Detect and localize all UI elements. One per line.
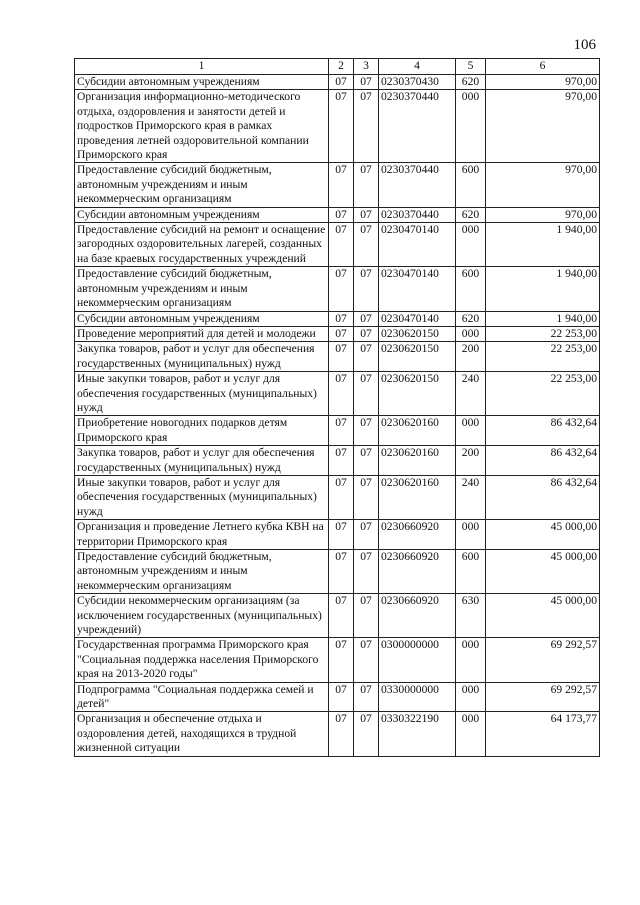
item-name-cell: Подпрограмма "Социальная поддержка семей и детей" — [75, 682, 329, 712]
subsection-code-cell: 07 — [354, 372, 379, 416]
item-name-cell: Приобретение новогодних подарков детям Приморского края — [75, 416, 329, 446]
table-row — [75, 311, 600, 326]
target-article-cell: 0300000000 — [379, 638, 456, 682]
amount-cell: 970,00 — [486, 207, 600, 222]
table-row — [75, 550, 600, 594]
section-code-cell: 07 — [329, 163, 354, 207]
amount-cell: 86 432,64 — [486, 446, 600, 476]
item-name-cell: Субсидии автономным учреждениям — [75, 207, 329, 222]
column-header: 1 — [75, 59, 329, 75]
subsection-code-cell: 07 — [354, 163, 379, 207]
target-article-cell: 0230660920 — [379, 520, 456, 550]
table-row — [75, 267, 600, 311]
section-code-cell: 07 — [329, 223, 354, 267]
subsection-code-cell: 07 — [354, 520, 379, 550]
item-name-cell: Организация информационно-методического отдыха, оздоровления и занятости детей и подростков Приморского края в рамках проведения летней оздоровительной компании Приморского края — [75, 90, 329, 163]
target-article-cell: 0230370440 — [379, 90, 456, 163]
table-row — [75, 682, 600, 712]
expense-type-cell: 000 — [456, 638, 486, 682]
subsection-code-cell: 07 — [354, 267, 379, 311]
section-code-cell: 07 — [329, 594, 354, 638]
table-row — [75, 712, 600, 756]
amount-cell: 45 000,00 — [486, 550, 600, 594]
section-code-cell: 07 — [329, 446, 354, 476]
expense-type-cell: 240 — [456, 372, 486, 416]
table-row — [75, 446, 600, 476]
section-code-cell: 07 — [329, 712, 354, 756]
target-article-cell: 0230370440 — [379, 207, 456, 222]
expense-type-cell: 620 — [456, 75, 486, 90]
expense-type-cell: 000 — [456, 416, 486, 446]
amount-cell: 86 432,64 — [486, 416, 600, 446]
expense-type-cell: 600 — [456, 163, 486, 207]
amount-cell: 1 940,00 — [486, 267, 600, 311]
table-row — [75, 90, 600, 163]
expense-type-cell: 000 — [456, 326, 486, 341]
section-code-cell: 07 — [329, 475, 354, 519]
section-code-cell: 07 — [329, 342, 354, 372]
table-row — [75, 342, 600, 372]
amount-cell: 22 253,00 — [486, 326, 600, 341]
table-row — [75, 372, 600, 416]
amount-cell: 22 253,00 — [486, 342, 600, 372]
table-row — [75, 594, 600, 638]
target-article-cell: 0330000000 — [379, 682, 456, 712]
subsection-code-cell: 07 — [354, 682, 379, 712]
target-article-cell: 0230660920 — [379, 594, 456, 638]
item-name-cell: Проведение мероприятий для детей и молодежи — [75, 326, 329, 341]
expense-type-cell: 000 — [456, 223, 486, 267]
amount-cell: 970,00 — [486, 163, 600, 207]
column-header: 4 — [379, 59, 456, 75]
item-name-cell: Иные закупки товаров, работ и услуг для обеспечения государственных (муниципальных) нужд — [75, 475, 329, 519]
amount-cell: 64 173,77 — [486, 712, 600, 756]
subsection-code-cell: 07 — [354, 207, 379, 222]
section-code-cell: 07 — [329, 682, 354, 712]
expense-type-cell: 000 — [456, 682, 486, 712]
table-row — [75, 520, 600, 550]
section-code-cell: 07 — [329, 90, 354, 163]
table-header-row — [75, 59, 600, 75]
page-number: 106 — [573, 37, 596, 53]
target-article-cell: 0230470140 — [379, 223, 456, 267]
subsection-code-cell: 07 — [354, 475, 379, 519]
target-article-cell: 0230470140 — [379, 267, 456, 311]
item-name-cell: Предоставление субсидий бюджетным, автономным учреждениям и иным некоммерческим организациям — [75, 163, 329, 207]
target-article-cell: 0230660920 — [379, 550, 456, 594]
table-row — [75, 223, 600, 267]
section-code-cell: 07 — [329, 520, 354, 550]
section-code-cell: 07 — [329, 416, 354, 446]
target-article-cell: 0230620160 — [379, 446, 456, 476]
amount-cell: 45 000,00 — [486, 520, 600, 550]
subsection-code-cell: 07 — [354, 638, 379, 682]
expense-type-cell: 000 — [456, 90, 486, 163]
column-header: 3 — [354, 59, 379, 75]
subsection-code-cell: 07 — [354, 326, 379, 341]
item-name-cell: Субсидии некоммерческим организациям (за исключением государственных (муниципальных) учреждений) — [75, 594, 329, 638]
section-code-cell: 07 — [329, 638, 354, 682]
target-article-cell: 0230370430 — [379, 75, 456, 90]
expense-type-cell: 600 — [456, 550, 486, 594]
expense-type-cell: 000 — [456, 520, 486, 550]
amount-cell: 69 292,57 — [486, 682, 600, 712]
expense-type-cell: 620 — [456, 207, 486, 222]
table-row — [75, 638, 600, 682]
expense-type-cell: 200 — [456, 342, 486, 372]
section-code-cell: 07 — [329, 75, 354, 90]
section-code-cell: 07 — [329, 326, 354, 341]
item-name-cell: Организация и обеспечение отдыха и оздоровления детей, находящихся в трудной жизненной ситуации — [75, 712, 329, 756]
expense-type-cell: 630 — [456, 594, 486, 638]
target-article-cell: 0230620150 — [379, 342, 456, 372]
item-name-cell: Организация и проведение Летнего кубка КВН на территории Приморского края — [75, 520, 329, 550]
item-name-cell: Субсидии автономным учреждениям — [75, 75, 329, 90]
amount-cell: 970,00 — [486, 90, 600, 163]
subsection-code-cell: 07 — [354, 342, 379, 372]
subsection-code-cell: 07 — [354, 712, 379, 756]
table-row — [75, 207, 600, 222]
column-header: 6 — [486, 59, 600, 75]
subsection-code-cell: 07 — [354, 75, 379, 90]
expense-type-cell: 000 — [456, 712, 486, 756]
subsection-code-cell: 07 — [354, 550, 379, 594]
item-name-cell: Субсидии автономным учреждениям — [75, 311, 329, 326]
amount-cell: 22 253,00 — [486, 372, 600, 416]
budget-table — [74, 58, 600, 757]
target-article-cell: 0230470140 — [379, 311, 456, 326]
item-name-cell: Предоставление субсидий бюджетным, автономным учреждениям и иным некоммерческим организациям — [75, 267, 329, 311]
item-name-cell: Закупка товаров, работ и услуг для обеспечения государственных (муниципальных) нужд — [75, 446, 329, 476]
section-code-cell: 07 — [329, 267, 354, 311]
amount-cell: 970,00 — [486, 75, 600, 90]
expense-type-cell: 240 — [456, 475, 486, 519]
target-article-cell: 0230620160 — [379, 416, 456, 446]
section-code-cell: 07 — [329, 207, 354, 222]
column-header: 2 — [329, 59, 354, 75]
section-code-cell: 07 — [329, 550, 354, 594]
subsection-code-cell: 07 — [354, 416, 379, 446]
target-article-cell: 0330322190 — [379, 712, 456, 756]
target-article-cell: 0230620160 — [379, 475, 456, 519]
item-name-cell: Государственная программа Приморского края "Социальная поддержка населения Приморского края на 2013-2020 годы" — [75, 638, 329, 682]
item-name-cell: Закупка товаров, работ и услуг для обеспечения государственных (муниципальных) нужд — [75, 342, 329, 372]
expense-type-cell: 200 — [456, 446, 486, 476]
amount-cell: 1 940,00 — [486, 311, 600, 326]
expense-type-cell: 600 — [456, 267, 486, 311]
subsection-code-cell: 07 — [354, 594, 379, 638]
item-name-cell: Иные закупки товаров, работ и услуг для обеспечения государственных (муниципальных) нужд — [75, 372, 329, 416]
section-code-cell: 07 — [329, 311, 354, 326]
subsection-code-cell: 07 — [354, 311, 379, 326]
table-row — [75, 326, 600, 341]
amount-cell: 86 432,64 — [486, 475, 600, 519]
section-code-cell: 07 — [329, 372, 354, 416]
target-article-cell: 0230620150 — [379, 372, 456, 416]
expense-type-cell: 620 — [456, 311, 486, 326]
column-header: 5 — [456, 59, 486, 75]
table-row — [75, 75, 600, 90]
target-article-cell: 0230620150 — [379, 326, 456, 341]
item-name-cell: Предоставление субсидий на ремонт и оснащение загородных оздоровительных лагерей, созданных на базе краевых государственных учреждений — [75, 223, 329, 267]
amount-cell: 69 292,57 — [486, 638, 600, 682]
table-row — [75, 475, 600, 519]
table-row — [75, 416, 600, 446]
target-article-cell: 0230370440 — [379, 163, 456, 207]
item-name-cell: Предоставление субсидий бюджетным, автономным учреждениям и иным некоммерческим организациям — [75, 550, 329, 594]
amount-cell: 45 000,00 — [486, 594, 600, 638]
subsection-code-cell: 07 — [354, 223, 379, 267]
subsection-code-cell: 07 — [354, 446, 379, 476]
amount-cell: 1 940,00 — [486, 223, 600, 267]
subsection-code-cell: 07 — [354, 90, 379, 163]
table-row — [75, 163, 600, 207]
